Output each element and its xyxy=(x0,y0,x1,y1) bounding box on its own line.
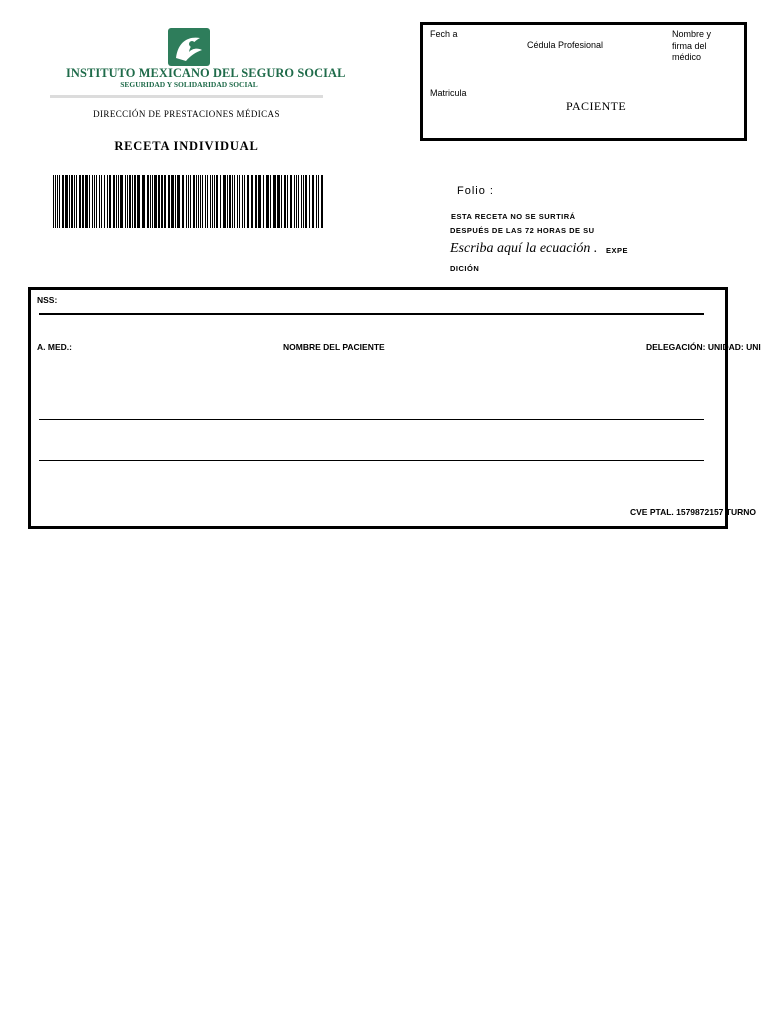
imss-eagle-icon xyxy=(168,28,210,66)
barcode xyxy=(53,175,324,228)
patient-info-box xyxy=(28,287,728,529)
equation-placeholder[interactable]: Escriba aquí la ecuación . xyxy=(450,241,598,256)
cve-ptal-label: CVE PTAL. 1579872157 TURNO xyxy=(630,507,756,517)
nss-rule xyxy=(39,313,704,315)
folio-label: Folio : xyxy=(457,185,494,197)
institution-name: INSTITUTO MEXICANO DEL SEGURO SOCIAL xyxy=(66,66,346,80)
a-med-label: A. MED.: xyxy=(37,342,72,352)
expedicion-part2: DICIÓN xyxy=(450,264,480,273)
header-divider xyxy=(50,95,323,98)
nombre-paciente-label: NOMBRE DEL PACIENTE xyxy=(283,342,385,352)
direccion-label: DIRECCIÓN DE PRESTACIONES MÉDICAS xyxy=(93,109,280,119)
validity-note-line2: DESPUÉS DE LAS 72 HORAS DE SU xyxy=(450,226,595,235)
patient-rule-2 xyxy=(39,460,704,461)
expedicion-part1: EXPE xyxy=(606,246,629,255)
paciente-label: PACIENTE xyxy=(566,99,627,113)
fecha-label: Fech a xyxy=(430,29,458,39)
institution-subtitle: SEGURIDAD Y SOLIDARIDAD SOCIAL xyxy=(120,80,258,89)
matricula-label: Matricula xyxy=(430,88,467,98)
delegacion-label: DELEGACIÓN: UNIDAD: UNI xyxy=(646,342,761,352)
validity-note-line1: ESTA RECETA NO SE SURTIRÁ xyxy=(451,212,576,221)
patient-rule-1 xyxy=(39,419,704,420)
document-title: RECETA INDIVIDUAL xyxy=(114,139,259,153)
cedula-label: Cédula Profesional xyxy=(527,40,604,50)
nombre-firma-label: Nombre y firma del médico xyxy=(672,29,712,62)
imss-logo xyxy=(168,28,210,66)
nss-label: NSS: xyxy=(37,295,58,305)
